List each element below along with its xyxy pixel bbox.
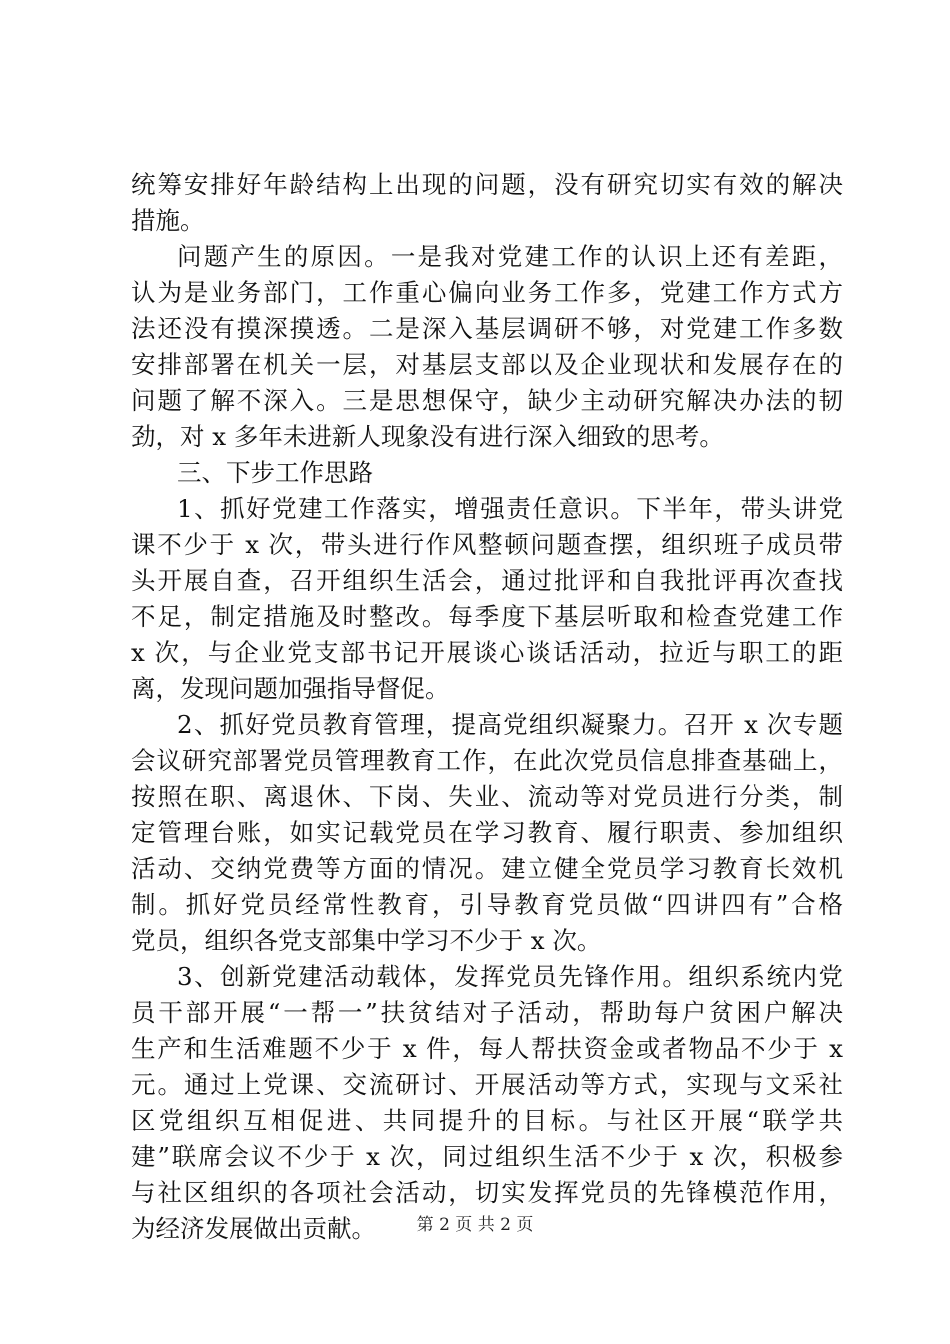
text-line: 为经济发展做出贡献。 <box>131 1214 376 1243</box>
text-line: 头开展自查，召开组织生活会，通过批评和自我批评再次查找 <box>131 566 843 595</box>
paragraph-first-line: 3、创新党建活动载体，发挥党员先锋作用。组织系统内党 <box>177 962 843 991</box>
document-body <box>131 167 843 1247</box>
text-line: 党员，组织各党支部集中学习不少于 x 次。 <box>131 926 602 955</box>
text-line: 离，发现问题加强指导督促。 <box>131 674 450 703</box>
paragraph-first-line: 2、抓好党员教育管理，提高党组织凝聚力。召开 x 次专题 <box>177 710 843 739</box>
text-line: 安排部署在机关一层，对基层支部以及企业现状和发展存在的 <box>131 350 843 379</box>
text-line: 措施。 <box>131 206 205 235</box>
text-line: x 次，与企业党支部书记开展谈心谈话活动，拉近与职工的距 <box>131 638 843 667</box>
text-line: 制。抓好党员经常性教育，引导教育党员做“四讲四有”合格 <box>131 890 843 919</box>
paragraph-first-line: 问题产生的原因。一是我对党建工作的认识上还有差距， <box>177 242 843 271</box>
text-line: 与社区组织的各项社会活动，切实发挥党员的先锋模范作用， <box>131 1178 843 1207</box>
text-line: 员干部开展“一帮一”扶贫结对子活动，帮助每户贫困户解决 <box>131 998 843 1027</box>
text-line: 认为是业务部门，工作重心偏向业务工作多，党建工作方式方 <box>131 278 843 307</box>
text-line: 统筹安排好年龄结构上出现的问题，没有研究切实有效的解决 <box>131 170 843 199</box>
text-line: 建”联席会议不少于 x 次，同过组织生活不少于 x 次，积极参 <box>131 1142 843 1171</box>
text-line: 课不少于 x 次，带头进行作风整顿问题查摆，组织班子成员带 <box>131 530 843 559</box>
text-line: 劲，对 x 多年未进新人现象没有进行深入细致的思考。 <box>131 422 724 451</box>
text-line: 会议研究部署党员管理教育工作，在此次党员信息排查基础上， <box>131 746 843 775</box>
text-line: 活动、交纳党费等方面的情况。建立健全党员学习教育长效机 <box>131 854 843 883</box>
paragraph-first-line: 1、抓好党建工作落实，增强责任意识。下半年，带头讲党 <box>177 494 843 523</box>
text-line: 法还没有摸深摸透。二是深入基层调研不够，对党建工作多数 <box>131 314 843 343</box>
text-line: 生产和生活难题不少于 x 件，每人帮扶资金或者物品不少于 x <box>131 1034 843 1063</box>
page-number: 第 2 页 共 2 页 <box>416 1215 534 1235</box>
page-footer <box>0 1213 950 1237</box>
text-line: 问题了解不深入。三是思想保守，缺少主动研究解决办法的韧 <box>131 386 843 415</box>
text-line: 不足，制定措施及时整改。每季度下基层听取和检查党建工作 <box>131 602 843 631</box>
text-line: 区党组织互相促进、共同提升的目标。与社区开展“联学共 <box>131 1106 843 1135</box>
text-line: 定管理台账，如实记载党员在学习教育、履行职责、参加组织 <box>131 818 843 847</box>
section-heading: 三、下步工作思路 <box>177 458 373 487</box>
text-line: 按照在职、离退休、下岗、失业、流动等对党员进行分类，制 <box>131 782 843 811</box>
text-line: 元。通过上党课、交流研讨、开展活动等方式，实现与文采社 <box>131 1070 843 1099</box>
